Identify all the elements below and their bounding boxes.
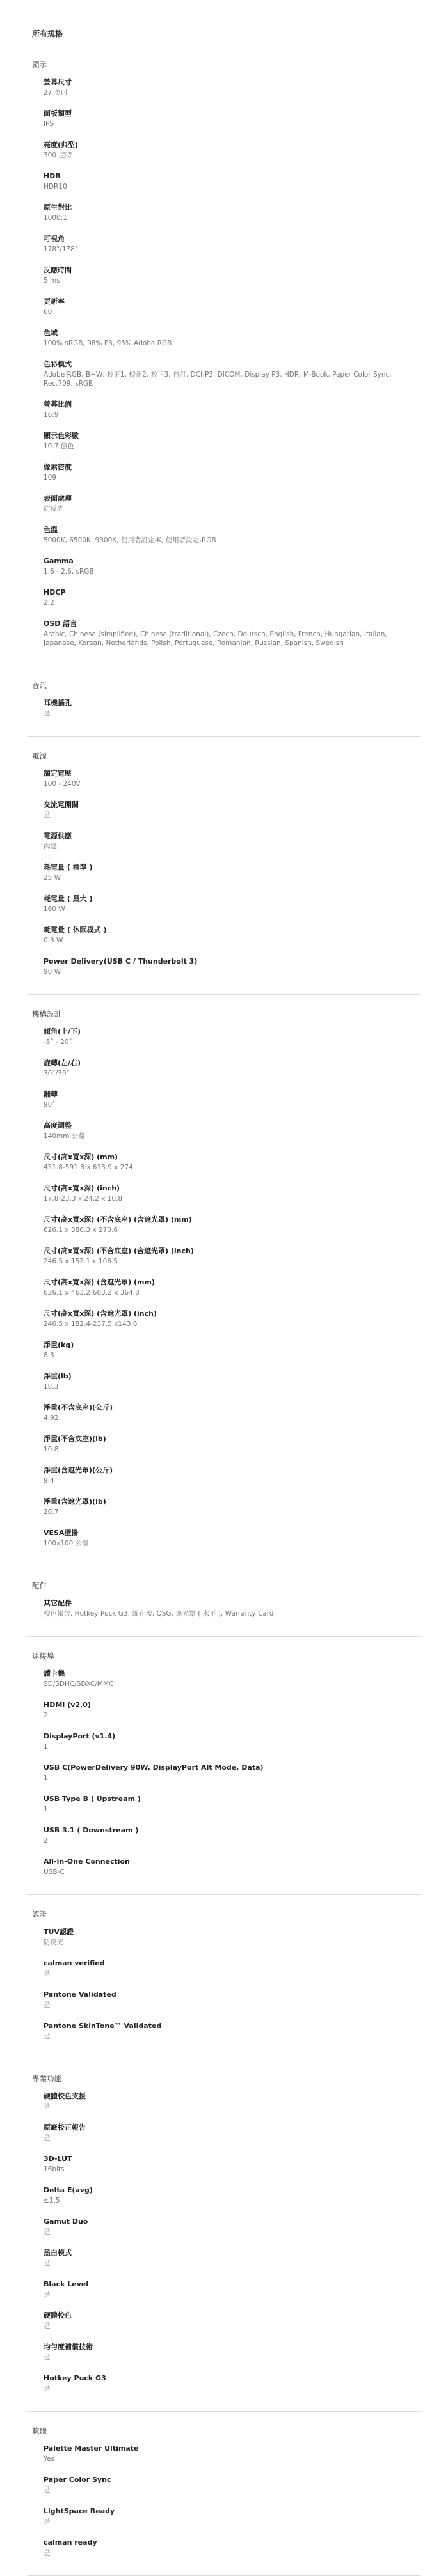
spec-list xyxy=(27,1662,421,1894)
spec-label: USB 3.1 ( Downstream ) xyxy=(44,1826,139,1834)
spec-item xyxy=(44,359,421,388)
section-title: 軟體 xyxy=(32,2426,47,2435)
spec-item xyxy=(44,894,421,914)
spec-value: 300 尼特 xyxy=(44,152,72,159)
spec-item xyxy=(44,2279,421,2299)
spec-item xyxy=(44,1246,421,1266)
spec-label: Gamut Duo xyxy=(44,2217,88,2226)
spec-label: 反應時間 xyxy=(44,266,72,274)
spec-value: 9.4 xyxy=(44,1477,54,1485)
section-title: 認證 xyxy=(32,1910,47,1919)
spec-item xyxy=(44,1371,421,1391)
spec-value: 是 xyxy=(44,2518,51,2525)
spec-value: 是 xyxy=(44,2103,51,2111)
spec-item xyxy=(44,462,421,482)
spec-section xyxy=(27,2412,421,2576)
spec-value: 是 xyxy=(44,2486,51,2494)
spec-label: 更新率 xyxy=(44,297,65,306)
spec-value: 140mm 公釐 xyxy=(44,1132,85,1140)
spec-value: 451.8-591.8 x 613.9 x 274 xyxy=(44,1164,133,1171)
spec-value: 100 - 240V xyxy=(44,780,81,788)
spec-item xyxy=(44,1497,421,1517)
spec-item xyxy=(44,956,421,976)
spec-label: 翻轉 xyxy=(44,1090,58,1098)
spec-item xyxy=(44,2091,421,2111)
spec-item xyxy=(44,328,421,348)
spec-label: 淨重(kg) xyxy=(44,1341,74,1349)
spec-label: 均勻度補償技術 xyxy=(44,2343,93,2351)
spec-value: Yes xyxy=(44,2455,54,2463)
spec-value: ≤1.5 xyxy=(44,2197,60,2205)
spec-label: Gamma xyxy=(44,557,74,565)
spec-label: 表面處理 xyxy=(44,494,72,503)
spec-item xyxy=(44,234,421,254)
spec-value: 626.1 x 463.2-603.2 x 364.8 xyxy=(44,1289,140,1297)
spec-item xyxy=(44,1794,421,1814)
spec-label: HDR xyxy=(44,172,61,180)
spec-label: USB Type B ( Upstream ) xyxy=(44,1795,141,1803)
spec-label: Hotkey Puck G3 xyxy=(44,2374,106,2382)
spec-label: HDCP xyxy=(44,588,66,597)
spec-item xyxy=(44,2248,421,2268)
spec-value: 是 xyxy=(44,2291,51,2299)
spec-item xyxy=(44,265,421,285)
spec-item xyxy=(44,1152,421,1172)
spec-value: 16:9 xyxy=(44,411,59,419)
spec-value: HDR10 xyxy=(44,183,67,191)
spec-label: 尺寸(高x寬x深) (mm) xyxy=(44,1153,118,1161)
spec-label: 電源供應 xyxy=(44,832,72,840)
spec-item xyxy=(44,1309,421,1329)
spec-label: Power Delivery(USB C / Thunderbolt 3) xyxy=(44,957,198,965)
spec-item xyxy=(44,1763,421,1783)
spec-value: 2 xyxy=(44,1712,48,1719)
spec-label: 面板類型 xyxy=(44,109,72,118)
spec-value: 是 xyxy=(44,1970,51,1978)
spec-value: 是 xyxy=(44,811,51,819)
spec-label: 淨重(含遮光罩)(公斤) xyxy=(44,1466,113,1474)
spec-value: 16bits xyxy=(44,2166,65,2173)
spec-value: 10.8 xyxy=(44,1446,59,1453)
spec-value: 是 xyxy=(44,2228,51,2236)
spec-item xyxy=(44,400,421,419)
spec-item xyxy=(44,2475,421,2495)
spec-list xyxy=(27,762,421,994)
spec-label: 淨重(不含底座)(公斤) xyxy=(44,1403,113,1412)
spec-value: 25 W xyxy=(44,874,61,882)
spec-item xyxy=(44,2373,421,2393)
spec-item xyxy=(44,1403,421,1423)
spec-value: 是 xyxy=(44,2354,51,2361)
spec-value: -5˚ - 20˚ xyxy=(44,1038,72,1046)
spec-section xyxy=(27,2059,421,2412)
section-title: 連接埠 xyxy=(32,1651,54,1660)
spec-item xyxy=(44,494,421,513)
spec-label: 淨重(含遮光罩)(lb) xyxy=(44,1497,106,1506)
spec-item xyxy=(44,1465,421,1485)
page-title: 所有規格 xyxy=(32,29,63,38)
spec-label: DisplayPort (v1.4) xyxy=(44,1732,116,1740)
spec-label: VESA壁掛 xyxy=(44,1529,79,1537)
spec-item xyxy=(44,1215,421,1235)
spec-label: 旋轉(左/右) xyxy=(44,1059,81,1067)
spec-value: 是 xyxy=(44,2134,51,2142)
spec-label: 亮度(典型) xyxy=(44,141,79,149)
spec-item xyxy=(44,2021,421,2041)
section-title: 專業功能 xyxy=(32,2074,61,2083)
spec-label: 硬體校色 xyxy=(44,2311,72,2320)
spec-item xyxy=(44,1825,421,1845)
spec-label: 交流電開關 xyxy=(44,800,79,809)
spec-item xyxy=(44,925,421,945)
spec-item xyxy=(44,2123,421,2143)
spec-value: 626.1 x 386.3 x 270.6 xyxy=(44,1226,118,1234)
spec-value: 是 xyxy=(44,710,51,717)
spec-label: 尺寸(高x寬x深) (不含底座) (含遮光罩) (mm) xyxy=(44,1215,192,1224)
spec-label: 硬體校色支援 xyxy=(44,2092,86,2100)
spec-value: 100% sRGB, 98% P3, 95% Adobe RGB xyxy=(44,340,172,347)
spec-item xyxy=(44,1528,421,1548)
spec-value: 1000:1 xyxy=(44,214,67,222)
spec-label: 顯示色彩數 xyxy=(44,432,79,440)
spec-value: 校色報告, Hotkey Puck G3, 線孔蓋, QSG, 遮光罩 ( 水平 ), Warranty Card xyxy=(44,1610,274,1618)
spec-item xyxy=(44,2311,421,2330)
spec-label: 原生對比 xyxy=(44,203,72,212)
spec-label: 耗電量 ( 標準 ) xyxy=(44,863,93,871)
spec-label: calman verified xyxy=(44,1959,105,1967)
spec-item xyxy=(44,698,421,718)
section-title: 配件 xyxy=(32,1581,47,1590)
spec-label: OSD 語言 xyxy=(44,620,77,628)
spec-list xyxy=(27,1921,421,2059)
spec-label: Pantone SkinTone™ Validated xyxy=(44,2022,162,2030)
spec-value: 100x100 公釐 xyxy=(44,1540,89,1547)
spec-label: 額定電壓 xyxy=(44,769,72,777)
spec-value: Arabic, Chinese (simplified), Chinese (traditional), Czech, Deutsch, English, French, Hungarian, Italian, Japanese, Korean, Netherlands, Polish, Portuguese, Romanian, Russian, Spanish, Swedish xyxy=(44,630,387,647)
spec-value: 90˚ xyxy=(44,1101,56,1109)
section-title: 顯示 xyxy=(32,60,47,69)
section-title: 機構設計 xyxy=(32,1010,61,1019)
spec-item xyxy=(44,1598,421,1618)
spec-value: 防反光 xyxy=(44,505,64,513)
spec-label: calman ready xyxy=(44,2538,97,2547)
spec-value: 1 xyxy=(44,1743,48,1751)
spec-item xyxy=(44,431,421,451)
spec-label: 像素密度 xyxy=(44,463,72,471)
spec-item xyxy=(44,2154,421,2174)
spec-item xyxy=(44,588,421,607)
spec-list xyxy=(27,692,421,736)
spec-value: 1 xyxy=(44,1774,48,1782)
spec-label: 色域 xyxy=(44,329,58,337)
spec-label: 螢幕尺寸 xyxy=(44,78,72,86)
spec-label: 原廠校正報告 xyxy=(44,2123,86,2132)
spec-list xyxy=(27,2085,421,2411)
spec-label: 黑白模式 xyxy=(44,2249,72,2257)
spec-item xyxy=(44,1340,421,1360)
spec-section xyxy=(27,45,421,666)
spec-value: 是 xyxy=(44,2001,51,2009)
spec-value: 60 xyxy=(44,308,52,316)
spec-label: 高度調整 xyxy=(44,1121,72,1130)
spec-sections xyxy=(0,45,448,2576)
spec-value: 是 xyxy=(44,2549,51,2557)
spec-value: 10.7 億色 xyxy=(44,442,74,450)
spec-value: 160 W xyxy=(44,905,65,913)
spec-item xyxy=(44,1434,421,1454)
spec-value: 是 xyxy=(44,2260,51,2267)
spec-item xyxy=(44,2538,421,2557)
spec-value: 178°/178° xyxy=(44,246,79,253)
spec-label: USB C(PowerDelivery 90W, DisplayPort Alt Mode, Data) xyxy=(44,1763,264,1772)
spec-item xyxy=(44,1927,421,1947)
spec-label: TUV認證 xyxy=(44,1928,74,1936)
spec-value: 是 xyxy=(44,2322,51,2330)
spec-section xyxy=(27,737,421,995)
spec-item xyxy=(44,1700,421,1720)
spec-label: 可視角 xyxy=(44,235,65,243)
spec-item xyxy=(44,800,421,820)
spec-item xyxy=(44,2506,421,2526)
spec-item xyxy=(44,1958,421,1978)
spec-label: HDMI (v2.0) xyxy=(44,1701,91,1709)
spec-item xyxy=(44,140,421,160)
spec-item xyxy=(44,2444,421,2463)
spec-item xyxy=(44,1857,421,1877)
spec-list xyxy=(27,2437,421,2575)
spec-section xyxy=(27,1895,421,2059)
spec-value: 17.8-23.3 x 24.2 x 10.8 xyxy=(44,1195,123,1203)
spec-value: 5 ms xyxy=(44,277,60,285)
spec-label: Black Level xyxy=(44,2280,89,2288)
spec-value: 246.5 x 182.4-237.5 x143.6 xyxy=(44,1320,138,1328)
spec-item xyxy=(44,297,421,316)
spec-value: 18.3 xyxy=(44,1383,59,1391)
spec-value: 防反光 xyxy=(44,1939,64,1946)
spec-section xyxy=(27,1637,421,1895)
spec-label: LightSpace Ready xyxy=(44,2507,115,2515)
section-title: 電源 xyxy=(32,751,47,760)
spec-value: 2 xyxy=(44,1837,48,1845)
spec-label: 讀卡機 xyxy=(44,1669,65,1678)
spec-list xyxy=(27,1592,421,1636)
spec-item xyxy=(44,1990,421,2010)
spec-label: 尺寸(高x寬x深) (inch) xyxy=(44,1184,120,1192)
spec-item xyxy=(44,769,421,788)
spec-value: Adobe RGB, B+W, 校正1, 校正2, 校正3, 自訂, DCI-P3, DICOM, Display P3, HDR, M-Book, Paper Color Sync, Rec.709, sRGB xyxy=(44,371,392,387)
spec-label: Paper Color Sync xyxy=(44,2476,111,2484)
spec-label: 色溫 xyxy=(44,526,58,534)
spec-item xyxy=(44,1058,421,1078)
spec-item xyxy=(44,831,421,851)
spec-value: IPS xyxy=(44,120,54,128)
spec-item xyxy=(44,1669,421,1689)
spec-label: All-in-One Connection xyxy=(44,1857,130,1866)
spec-section xyxy=(27,666,421,737)
spec-label: 色彩模式 xyxy=(44,360,72,368)
spec-label: Delta E(avg) xyxy=(44,2186,93,2194)
spec-item xyxy=(44,1121,421,1141)
spec-item xyxy=(44,525,421,545)
spec-label: 其它配件 xyxy=(44,1599,72,1607)
spec-list xyxy=(27,1020,421,1566)
spec-value: 246.5 x 152.1 x 106.5 xyxy=(44,1258,118,1265)
spec-value: USB-C xyxy=(44,1868,65,1876)
spec-label: 耳機插孔 xyxy=(44,699,72,707)
spec-label: 淨重(不含底座)(lb) xyxy=(44,1435,106,1443)
spec-value: 109 xyxy=(44,474,57,481)
spec-label: 傾角(上/下) xyxy=(44,1027,81,1036)
spec-value: 1.6 - 2.6, sRGB xyxy=(44,568,94,575)
spec-item xyxy=(44,619,421,648)
spec-value: 0.3 W xyxy=(44,937,63,944)
spec-label: 耗電量 ( 休眠模式 ) xyxy=(44,926,107,934)
spec-label: 螢幕比例 xyxy=(44,400,72,409)
spec-item xyxy=(44,1277,421,1297)
spec-value: 20.7 xyxy=(44,1508,59,1516)
spec-section xyxy=(27,1566,421,1637)
spec-item xyxy=(44,1089,421,1109)
spec-item xyxy=(44,77,421,97)
spec-item xyxy=(44,1731,421,1751)
spec-label: 3D-LUT xyxy=(44,2155,72,2163)
spec-value: 是 xyxy=(44,2385,51,2393)
spec-value: 5000K, 6500K, 9300K, 使用者設定-K, 使用者設定-RGB xyxy=(44,536,216,544)
spec-label: Palette Master Ultimate xyxy=(44,2444,139,2453)
section-title: 音訊 xyxy=(32,681,47,690)
spec-item xyxy=(44,203,421,222)
spec-value: 8.3 xyxy=(44,1352,54,1359)
spec-value: 內建 xyxy=(44,843,57,850)
spec-label: 耗電量 ( 最大 ) xyxy=(44,894,93,903)
spec-label: 尺寸(高x寬x深) (含遮光罩) (inch) xyxy=(44,1309,157,1318)
spec-label: 尺寸(高x寬x深) (不含底座) (含遮光罩) (inch) xyxy=(44,1247,194,1255)
spec-label: Pantone Validated xyxy=(44,1990,116,1999)
spec-value: 90 W xyxy=(44,968,61,976)
spec-item xyxy=(44,2217,421,2236)
spec-value: SD/SDHC/SDXC/MMC xyxy=(44,1680,114,1688)
spec-label: 淨重(lb) xyxy=(44,1372,72,1380)
spec-label: 尺寸(高x寬x深) (含遮光罩) (mm) xyxy=(44,1278,155,1286)
spec-item xyxy=(44,863,421,882)
spec-item xyxy=(44,171,421,191)
spec-value: 30˚/30˚ xyxy=(44,1070,70,1077)
spec-item xyxy=(44,2342,421,2362)
spec-value: 是 xyxy=(44,2033,51,2040)
spec-value: 1 xyxy=(44,1806,48,1813)
spec-item xyxy=(44,1183,421,1203)
spec-section xyxy=(27,995,421,1566)
spec-item xyxy=(44,1027,421,1047)
spec-value: 27 英吋 xyxy=(44,89,68,97)
spec-value: 2.2 xyxy=(44,599,54,607)
spec-item xyxy=(44,109,421,129)
spec-item xyxy=(44,2185,421,2205)
spec-list xyxy=(27,71,421,666)
spec-item xyxy=(44,556,421,576)
spec-value: 4.92 xyxy=(44,1414,59,1422)
